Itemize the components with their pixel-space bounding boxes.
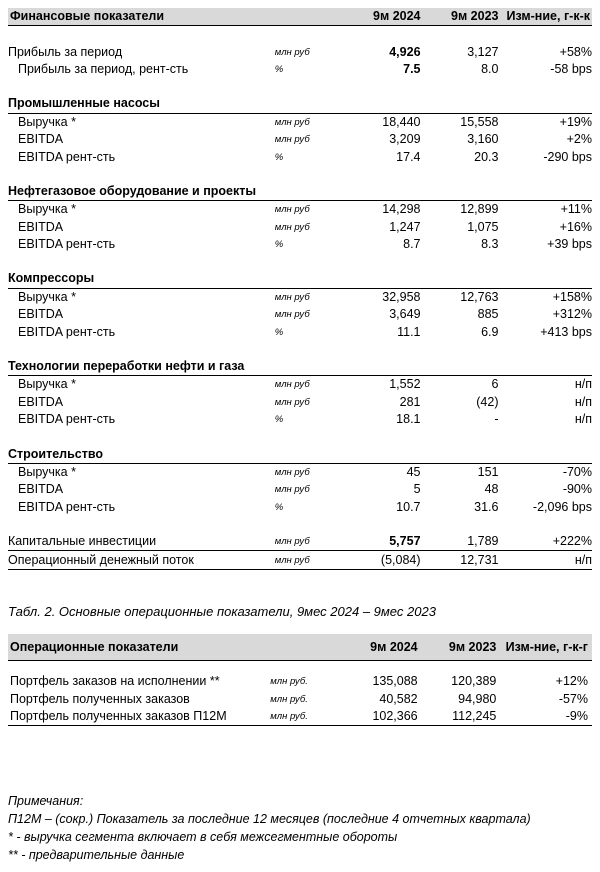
header-col-2023: 9м 2023	[421, 8, 499, 26]
fin-table-header	[8, 8, 592, 26]
header-col-change: Изм-ние, г-к-к	[499, 8, 593, 26]
section-title: Промышленные насосы	[8, 95, 592, 113]
operating-cash-flow-row: Операционный денежный поток млн руб (5,084) 12,731 н/п	[8, 551, 592, 569]
table-row: EBITDA млн руб 5 48 -90%	[18, 482, 592, 497]
table-2-caption: Табл. 2. Основные операционные показатели, 9мес 2024 – 9мес 2023	[8, 604, 436, 619]
section-title: Нефтегазовое оборудование и проекты	[8, 183, 592, 201]
notes	[8, 792, 531, 864]
note-line: * - выручка сегмента включает в себя межсегментные обороты	[8, 830, 398, 844]
note-line: П12М – (сокр.) Показатель за последние 12 месяцев (последние 4 отчетных квартала)	[8, 812, 531, 826]
note-line: ** - предварительные данные	[8, 848, 185, 862]
table-row: Выручка * млн руб 45 151 -70%	[18, 465, 592, 479]
profit-row: Прибыль за период млн руб 4,926 3,127 +58%	[8, 44, 592, 59]
table-row: Выручка * млн руб 18,440 15,558 +19%	[18, 114, 592, 129]
table-row: Выручка * млн руб 14,298 12,899 +11%	[18, 202, 592, 217]
section-title: Технологии переработки нефти и газа	[8, 358, 592, 376]
header-label: Финансовые показатели	[8, 8, 275, 26]
profit-margin-row: Прибыль за период, рент-сть % 7.5 8.0 -58 bps	[18, 61, 592, 76]
table-row: Выручка * млн руб 32,958 12,763 +158%	[18, 289, 592, 304]
table-row: Портфель заказов на исполнении ** млн руб. 135,088 120,389 +12%	[10, 674, 588, 689]
table-row: EBITDA рент-сть % 8.7 8.3 +39 bps	[18, 237, 592, 252]
ops-table-header: Операционные показатели 9м 2024 9м 2023 Изм-ние, г-к-г	[8, 634, 592, 661]
table-row: Портфель полученных заказов млн руб. 40,582 94,980 -57%	[10, 691, 588, 706]
table-row: EBITDA рент-сть % 18.1 - н/п	[18, 412, 592, 427]
financial-indicators-table	[8, 8, 592, 570]
table-row: Выручка * млн руб 1,552 6 н/п	[18, 377, 592, 392]
section-title: Компрессоры	[8, 270, 592, 288]
table-row: EBITDA млн руб 281 (42) н/п	[18, 394, 592, 409]
table-row: EBITDA млн руб 3,209 3,160 +2%	[18, 132, 592, 147]
section-title: Строительство	[8, 445, 592, 463]
notes-title: Примечания:	[8, 794, 84, 808]
table-row: EBITDA рент-сть % 17.4 20.3 -290 bps	[18, 149, 592, 164]
capex-row: Капитальные инвестиции млн руб 5,757 1,789 +222%	[8, 533, 592, 551]
table-row: EBITDA млн руб 1,247 1,075 +16%	[18, 219, 592, 234]
table-row: EBITDA млн руб 3,649 885 +312%	[18, 307, 592, 322]
table-row: EBITDA рент-сть % 10.7 31.6 -2,096 bps	[18, 499, 592, 514]
table-row: Портфель полученных заказов П12М млн руб. 102,366 112,245 -9%	[8, 708, 592, 726]
operational-indicators-table	[8, 634, 592, 726]
header-col-2024: 9м 2024	[344, 8, 420, 26]
table-row: EBITDA рент-сть % 11.1 6.9 +413 bps	[18, 324, 592, 339]
